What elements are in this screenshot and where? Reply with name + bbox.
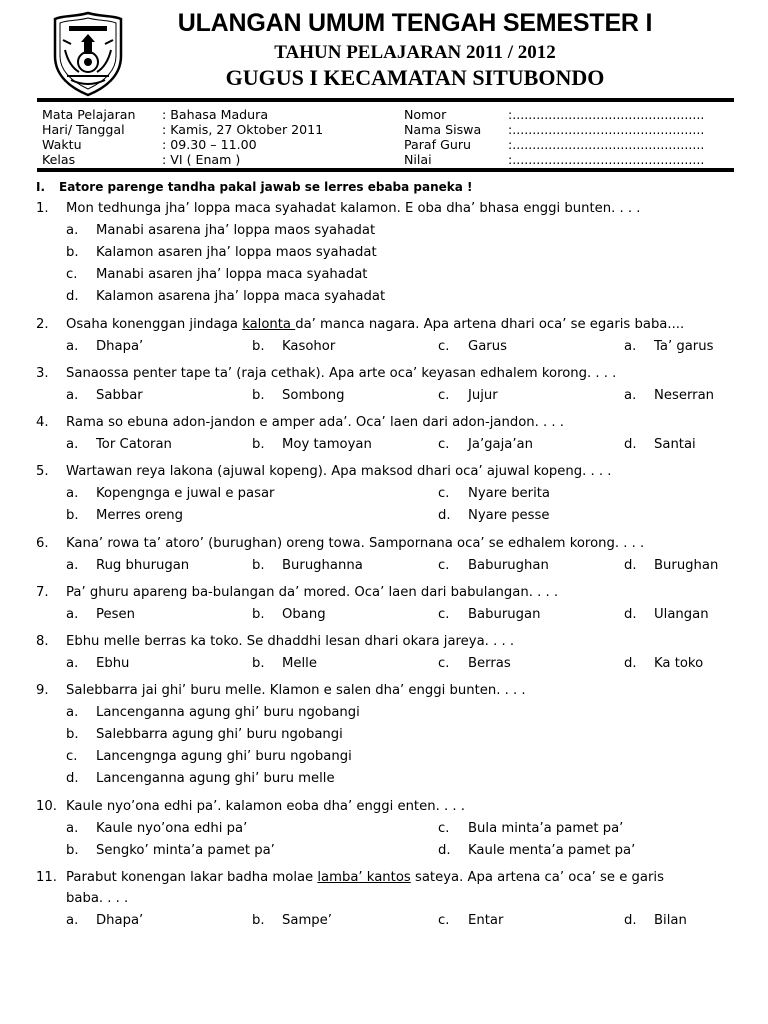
option-text[interactable]: Lancenganna agung ghi’ buru melle [96,771,335,786]
option-text[interactable]: Santai [654,437,696,452]
option-row [0,437,768,457]
option-text[interactable]: Bula minta’a pamet pa’ [468,821,624,836]
option-letter[interactable]: c. [438,486,450,501]
option-text[interactable]: Berras [468,656,511,671]
option-text[interactable]: Ulangan [654,607,709,622]
option-text[interactable]: Moy tamoyan [282,437,372,452]
option-row [0,749,768,769]
info-label-teacher-initial: Paraf Guru [404,137,471,152]
option-letter[interactable]: b. [252,607,265,622]
option-letter[interactable]: d. [624,558,637,573]
question-number: 5. [36,464,49,479]
option-text[interactable]: Sombong [282,388,345,403]
info-field-score[interactable]: :................................................ [508,152,705,167]
option-letter[interactable]: a. [66,558,79,573]
option-row [0,388,768,408]
school-year: TAHUN PELAJARAN 2011 / 2012 [274,42,556,63]
option-letter[interactable]: b. [252,388,265,403]
underlined-term: lamba’ kantos [317,870,411,885]
option-text[interactable]: Dhapa’ [96,339,144,354]
question-text-part: sateya. Apa artena ca’ oca’ se e garis [410,870,664,885]
option-text[interactable]: Kalamon asaren jha’ loppa maos syahadat [96,245,377,260]
option-letter[interactable]: b. [252,437,265,452]
instruction-text: Eatore parenge tandha pakal jawab se lerres ebaba paneka ! [59,180,473,194]
header-divider-top [37,98,734,102]
option-text[interactable]: Sampe’ [282,913,332,928]
option-text[interactable]: Obang [282,607,326,622]
option-letter[interactable]: a. [66,821,79,836]
option-text[interactable]: Burughan [654,558,719,573]
info-label-day: Hari/ Tanggal [42,122,125,137]
option-text[interactable]: Merres oreng [96,508,184,523]
option-row [0,771,768,791]
option-text[interactable]: Sengko’ minta’a pamet pa’ [96,843,275,858]
option-letter[interactable]: b. [66,843,79,858]
question-number: 3. [36,366,49,381]
question-number: 2. [36,317,49,332]
option-text[interactable]: Lancengnga agung ghi’ buru ngobangi [96,749,352,764]
question-text: Mon tedhunga jha’ loppa maca syahadat kalamon. E oba dha’ bhasa enggi bunten. . . . [66,201,641,216]
question-text: Rama so ebuna adon-jandon e amper ada’. Oca’ laen dari adon-jandon. . . . [66,415,564,430]
option-letter[interactable]: b. [252,339,265,354]
option-text[interactable]: Kaule menta’a pamet pa’ [468,843,636,858]
option-row [0,705,768,725]
underlined-term: kalonta [242,317,296,332]
organization-name: GUGUS I KECAMATAN SITUBONDO [225,65,605,90]
option-text[interactable]: Dhapa’ [96,913,144,928]
info-field-number[interactable]: :................................................ [508,107,705,122]
option-letter[interactable]: d. [624,913,637,928]
info-value-time: : 09.30 – 11.00 [162,137,257,152]
option-letter[interactable]: d. [624,656,637,671]
info-label-subject: Mata Pelajaran [42,107,136,122]
option-text[interactable]: Entar [468,913,504,928]
question-text: Sanaossa penter tape ta’ (raja cethak). Apa arte oca’ keyasan edhalem korong. . . . [66,366,617,381]
section-number: I. [36,180,46,194]
option-text[interactable]: Salebbarra agung ghi’ buru ngobangi [96,727,343,742]
question-number: 4. [36,415,49,430]
option-letter[interactable]: b. [66,245,79,260]
question-text: Salebbarra jai ghi’ buru melle. Klamon e salen dha’ enggi bunten. . . . [66,683,526,698]
question-number: 7. [36,585,49,600]
option-letter[interactable]: d. [66,771,79,786]
option-letter[interactable]: a. [66,607,79,622]
option-letter[interactable]: c. [438,388,450,403]
question-text-part: da’ manca nagara. Apa artena dhari oca’ se egaris baba.... [295,317,685,332]
option-text[interactable]: Kasohor [282,339,336,354]
option-text[interactable]: Ebhu [96,656,130,671]
info-field-teacher-initial[interactable]: :................................................ [508,137,705,152]
option-letter[interactable]: a. [66,223,79,238]
option-text[interactable]: Rug bhurugan [96,558,190,573]
option-text[interactable]: Kaule nyo’ona edhi pa’ [96,821,248,836]
option-text[interactable]: Melle [282,656,317,671]
option-letter[interactable]: c. [66,749,78,764]
question-text-part: Osaha konenggan jindaga [66,317,243,332]
question-text: Kaule nyo’ona edhi pa’. kalamon eoba dha’ enggi enten. . . . [66,799,465,814]
question-text [66,317,684,332]
info-label-time: Waktu [42,137,82,152]
option-row [0,267,768,287]
option-letter[interactable]: d. [438,508,451,523]
option-text[interactable]: Lancenganna agung ghi’ buru ngobangi [96,705,360,720]
option-row [0,727,768,747]
option-text[interactable]: Bilan [654,913,687,928]
option-letter[interactable]: b. [252,913,265,928]
option-row [0,339,768,359]
info-field-student-name[interactable]: :................................................ [508,122,705,137]
option-letter[interactable]: d. [624,437,637,452]
option-row [0,913,768,933]
option-row [0,289,768,309]
regency-emblem-icon [49,10,127,98]
question-text-line2: baba. . . . [66,891,129,906]
option-letter[interactable]: a. [66,656,79,671]
question-number: 1. [36,201,49,216]
option-text[interactable]: Pesen [96,607,135,622]
option-text[interactable]: Tor Catoran [96,437,172,452]
option-text[interactable]: Garus [468,339,507,354]
option-text[interactable]: Neserran [654,388,715,403]
option-row [0,843,768,863]
question-text [66,870,664,885]
option-letter[interactable]: c. [438,437,450,452]
option-text[interactable]: Sabbar [96,388,143,403]
option-letter[interactable]: c. [438,656,450,671]
option-letter[interactable]: d. [438,843,451,858]
option-text[interactable]: Jujur [468,388,498,403]
option-text[interactable]: Kopengnga e juwal e pasar [96,486,275,501]
question-text: Kana’ rowa ta’ atoro’ (burughan) oreng towa. Sampornana oca’ se edhalem korong. . . . [66,536,645,551]
info-label-class: Kelas [42,152,76,167]
option-text[interactable]: Nyare pesse [468,508,550,523]
option-text[interactable]: Ta’ garus [654,339,714,354]
info-label-number: Nomor [404,107,447,122]
option-row [0,508,768,528]
question-text-part: Parabut konengan lakar badha molae [66,870,318,885]
header-divider-bottom [37,168,734,172]
option-row [0,607,768,627]
info-value-day: : Kamis, 27 Oktober 2011 [162,122,324,137]
option-row [0,821,768,841]
option-letter[interactable]: a. [624,388,637,403]
option-text[interactable]: Baburughan [468,558,549,573]
option-letter[interactable]: c. [66,267,78,282]
info-value-class: : VI ( Enam ) [162,152,241,167]
question-text: Ebhu melle berras ka toko. Se dhaddhi lesan dhari okara jareya. . . . [66,634,515,649]
option-letter[interactable]: c. [438,558,450,573]
option-letter[interactable]: a. [66,339,79,354]
option-row [0,245,768,265]
question-number: 11. [36,870,57,885]
exam-title: ULANGAN UMUM TENGAH SEMESTER I [177,9,653,37]
info-label-score: Nilai [404,152,432,167]
option-row [0,223,768,243]
question-text: Wartawan reya lakona (ajuwal kopeng). Apa maksod dhari oca’ ajuwal kopeng. . . . [66,464,612,479]
option-letter[interactable]: c. [438,339,450,354]
option-text[interactable]: Manabi asaren jha’ loppa maca syahadat [96,267,368,282]
option-letter[interactable]: a. [66,486,79,501]
option-text[interactable]: Kalamon asarena jha’ loppa maca syahadat [96,289,386,304]
option-row [0,486,768,506]
option-letter[interactable]: a. [624,339,637,354]
option-row [0,558,768,578]
option-text[interactable]: Nyare berita [468,486,551,501]
question-number: 9. [36,683,49,698]
option-letter[interactable]: d. [66,289,79,304]
option-letter[interactable]: b. [252,558,265,573]
option-text[interactable]: Ja’gaja’an [468,437,533,452]
info-label-student-name: Nama Siswa [404,122,482,137]
option-letter[interactable]: a. [66,388,79,403]
question-text: Pa’ ghuru apareng ba-bulangan da’ mored. Oca’ laen dari babulangan. . . . [66,585,559,600]
question-number: 8. [36,634,49,649]
option-letter[interactable]: a. [66,437,79,452]
option-letter[interactable]: a. [66,913,79,928]
option-text[interactable]: Burughanna [282,558,363,573]
option-letter[interactable]: c. [438,607,450,622]
question-number: 10. [36,799,57,814]
option-text[interactable]: Ka toko [654,656,704,671]
option-row [0,656,768,676]
option-letter[interactable]: a. [66,705,79,720]
option-text[interactable]: Manabi asarena jha’ loppa maos syahadat [96,223,376,238]
option-letter[interactable]: b. [252,656,265,671]
option-text[interactable]: Baburugan [468,607,541,622]
option-letter[interactable]: c. [438,913,450,928]
option-letter[interactable]: d. [624,607,637,622]
option-letter[interactable]: b. [66,727,79,742]
question-number: 6. [36,536,49,551]
option-letter[interactable]: b. [66,508,79,523]
info-value-subject: : Bahasa Madura [162,107,269,122]
option-letter[interactable]: c. [438,821,450,836]
